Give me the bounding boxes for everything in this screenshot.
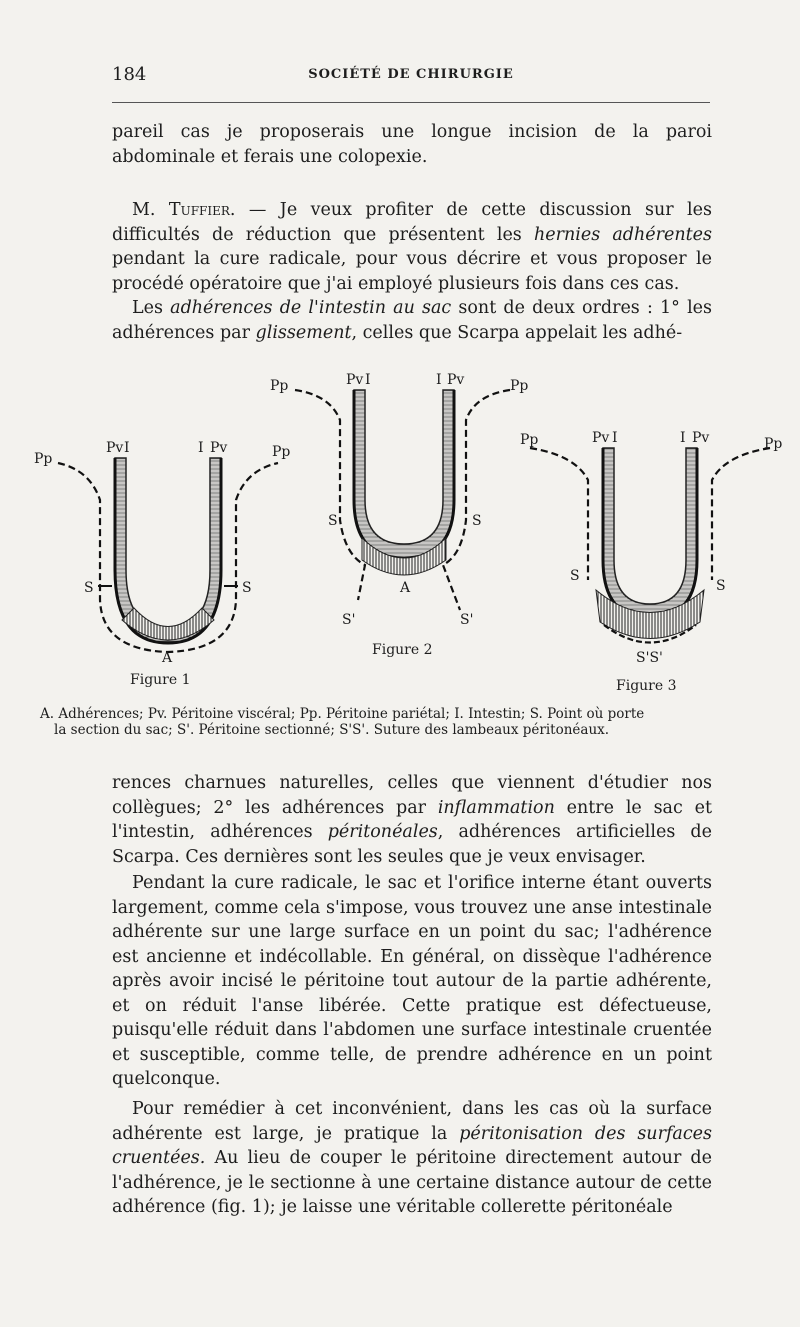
label-i-right: I bbox=[198, 440, 204, 456]
figure-legend bbox=[40, 706, 780, 738]
label-pv-left: Pv bbox=[346, 372, 364, 388]
page-header bbox=[112, 64, 710, 90]
label-pv-left: Pv bbox=[106, 440, 124, 456]
label-a: A bbox=[400, 580, 411, 596]
adhesion bbox=[122, 608, 214, 640]
anatomical-figures bbox=[0, 360, 800, 700]
page-number: 184 bbox=[112, 64, 147, 85]
label-pv-left: Pv bbox=[592, 430, 610, 446]
label-pv-right: Pv bbox=[447, 372, 465, 388]
label-pp-left: Pp bbox=[520, 432, 539, 448]
label-pp-right: Pp bbox=[272, 444, 291, 460]
speaker-name: M. Tuffier. bbox=[132, 200, 236, 220]
figure-2-caption: Figure 2 bbox=[372, 642, 433, 658]
label-s-prime-right: S' bbox=[460, 612, 474, 628]
parietal-peritoneum-right bbox=[712, 448, 770, 580]
label-s-right: S bbox=[472, 513, 482, 529]
intestine-loop bbox=[603, 448, 697, 618]
legend-line-2: la section du sac; S'. Péritoine sectionné; S'S'. Suture des lambeaux péritonéaux. bbox=[54, 722, 610, 738]
label-s-right: S bbox=[242, 580, 252, 596]
emphasis: hernies adhérentes bbox=[533, 224, 712, 245]
label-a: A bbox=[162, 650, 173, 666]
paragraph-1: pareil cas je proposerais une longue incision de la paroi abdominale et ferais une colopexie. bbox=[112, 122, 712, 167]
label-ss: S'S' bbox=[636, 650, 663, 666]
label-s-prime-left: S' bbox=[342, 612, 356, 628]
running-title: SOCIÉTÉ DE CHIRURGIE bbox=[308, 67, 514, 82]
label-s-left: S bbox=[570, 568, 580, 584]
label-pv-right: Pv bbox=[692, 430, 710, 446]
paragraph-2: M. Tuffier. — Je veux profiter de cette discussion sur les difficultés de réduction que présentent les hernies adhérentes pendant la cure radicale, pour vous décrire et vous proposer le procédé opératoire que j'ai employé plusieurs fois dans ces cas. bbox=[112, 200, 712, 294]
label-pp-left: Pp bbox=[270, 378, 289, 394]
label-i-left: I bbox=[612, 430, 618, 446]
header-rule bbox=[112, 102, 710, 103]
label-pp-right: Pp bbox=[764, 436, 783, 452]
parietal-peritoneum bbox=[58, 463, 278, 652]
figure-2 bbox=[270, 372, 528, 658]
emphasis: inflammation bbox=[437, 797, 555, 818]
figure-1 bbox=[34, 440, 290, 688]
label-pp-right: Pp bbox=[510, 378, 529, 394]
paragraph-3: Les adhérences de l'intestin au sac sont de deux ordres : 1° les adhérences par glissement, celles que Scarpa appelait les adhé- bbox=[112, 298, 713, 343]
intestine-loop bbox=[354, 390, 454, 558]
figure-3 bbox=[520, 430, 782, 694]
figure-3-caption: Figure 3 bbox=[616, 678, 677, 694]
paragraph-5: Pendant la cure radicale, le sac et l'orifice interne étant ouverts largement, comme cela s'impose, vous trouvez une anse intestinale adhérente sur une large surface en un point du sac; l'adhérence est ancienne et indécollable. En général, on dissèque l'adhérence après avoir incisé le péritoine tout autour de la partie adhérente, et on réduit l'anse libérée. Cette pratique est défectueuse, puisqu'elle réduit dans l'abdomen une surface intestinale cruentée et susceptible, comme telle, de prendre adhérence en un point quelconque. bbox=[112, 873, 712, 1089]
paragraph-6: Pour remédier à cet inconvénient, dans les cas où la surface adhérente est large, je pratique la péritonisation des surfaces cruentées. Au lieu de couper le péritoine directement autour de l'adhérence, je le sectionne à une certaine distance autour de cette adhérence (fig. 1); je laisse une véritable collerette péritonéale bbox=[112, 1099, 712, 1217]
label-i-right: I bbox=[680, 430, 686, 446]
parietal-peritoneum-left bbox=[530, 448, 588, 580]
emphasis: adhérences de l'intestin au sac bbox=[170, 298, 452, 318]
legend-line-1: A. Adhérences; Pv. Péritoine viscéral; Pp. Péritoine pariétal; I. Intestin; S. Point où porte bbox=[40, 706, 645, 722]
emphasis: péritonéales bbox=[327, 822, 438, 842]
label-pp-left: Pp bbox=[34, 451, 53, 467]
label-i-left: I bbox=[124, 440, 130, 456]
paragraph-4: rences charnues naturelles, celles que viennent d'étudier nos collègues; 2° les adhérences par inflammation entre le sac et l'intestin, adhérences péritonéales, adhérences artificielles de Scarpa. Ces dernières sont les seules que je veux envisager. bbox=[112, 773, 712, 867]
label-i-right: I bbox=[436, 372, 442, 388]
label-s-left: S bbox=[328, 513, 338, 529]
emphasis: glissement bbox=[255, 322, 352, 343]
label-pv-right: Pv bbox=[210, 440, 228, 456]
label-s-right: S bbox=[716, 578, 726, 594]
label-i-left: I bbox=[365, 372, 371, 388]
label-s-left: S bbox=[84, 580, 94, 596]
figure-1-caption: Figure 1 bbox=[130, 672, 191, 688]
emphasis: péritonisation des surfaces cruentées. bbox=[112, 1123, 712, 1168]
